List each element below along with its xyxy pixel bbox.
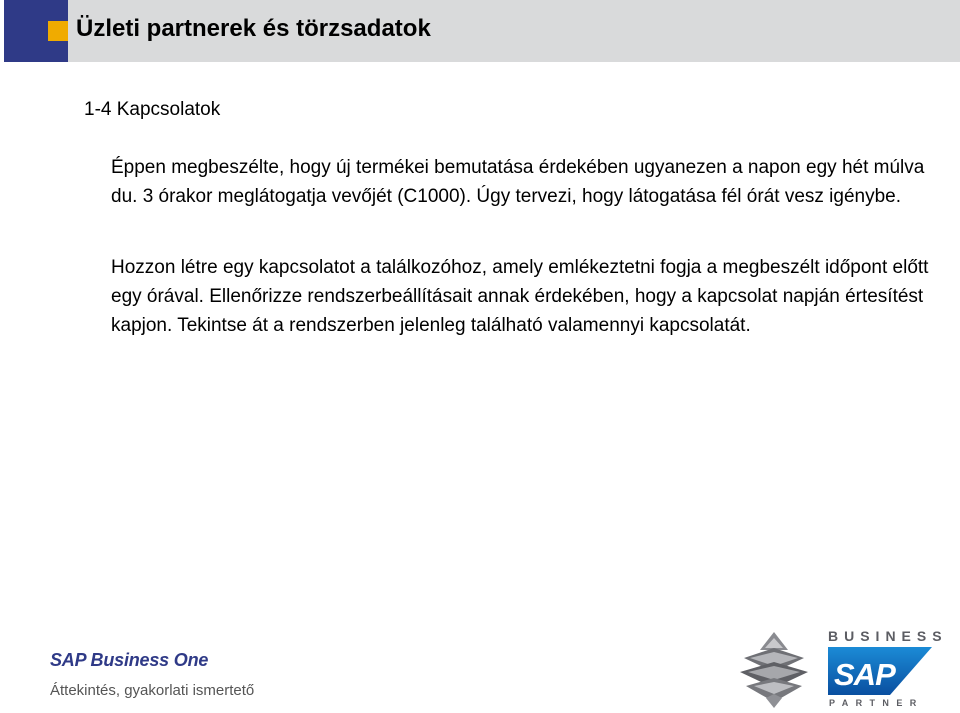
partner-logo-sap-text: SAP xyxy=(834,657,895,692)
page-title: Üzleti partnerek és törzsadatok xyxy=(76,15,431,42)
sap-partner-logo xyxy=(828,628,948,712)
section-title: 1-4 Kapcsolatok xyxy=(84,99,221,120)
footer-brand: SAP Business One xyxy=(50,650,209,670)
task-paragraph: Hozzon létre egy kapcsolatot a találkozóhoz, amely emlékeztetni fogja a megbeszélt időpont előtt egy órával. Ellenőrizze rendszerbeállításait annak érdekében, hogy a kapcsolat napján értesítést kapjon. Tekintse át a rendszerben jelenleg található valamennyi kapcsolatát. xyxy=(111,257,929,336)
header-accent-square xyxy=(48,21,68,41)
sap-partner-emblem-icon xyxy=(736,628,812,710)
partner-logo-partner-text: PARTNER xyxy=(829,698,924,708)
sap-logo-icon xyxy=(828,647,932,695)
footer-course-name: Áttekintés, gyakorlati ismertető xyxy=(50,682,255,699)
scenario-paragraph: Éppen megbeszélte, hogy új termékei bemutatása érdekében ugyanezen a napon egy hét múlva du. 3 órakor meglátogatja vevőjét (C1000). Úgy tervezi, hogy látogatása fél órát vesz igénybe. xyxy=(111,157,925,207)
partner-logo-business-text: BUSINESS xyxy=(828,628,948,644)
